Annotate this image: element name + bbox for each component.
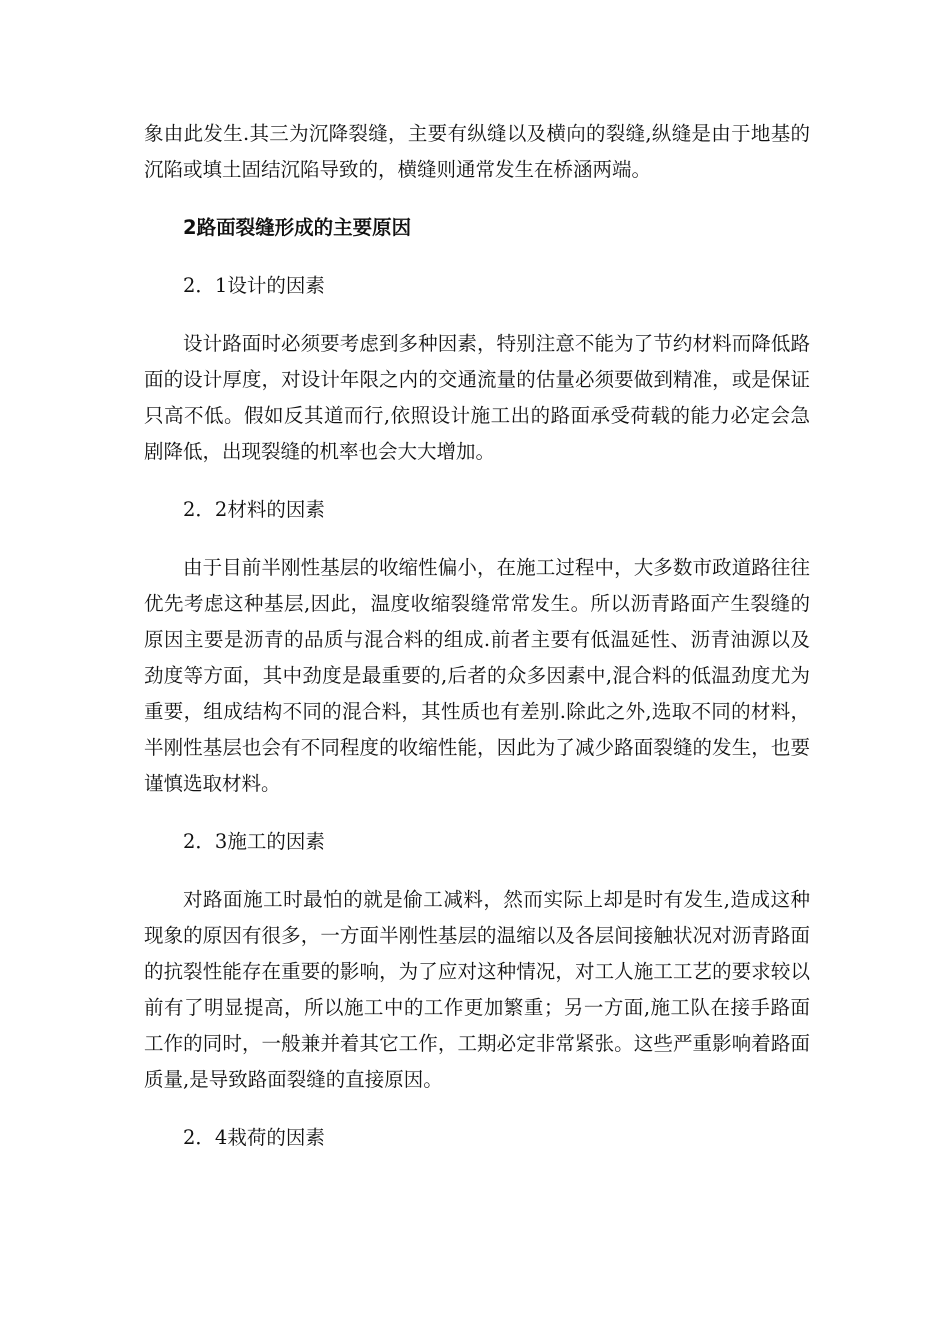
subsection-heading-2-1: 2．1设计的因素 xyxy=(183,274,325,297)
section-heading-2: 2路面裂缝形成的主要原因 xyxy=(183,216,412,239)
subsection-heading-2-4: 2．4栽荷的因素 xyxy=(183,1126,325,1149)
document-body xyxy=(144,116,810,1178)
paragraph-continued: 象由此发生.其三为沉降裂缝，主要有纵缝以及横向的裂缝,纵缝是由于地基的沉陷或填土固结沉陷导致的，横缝则通常发生在桥涵两端。 xyxy=(144,122,810,181)
subsection-heading-2-3: 2．3施工的因素 xyxy=(183,830,325,853)
paragraph-materials: 由于目前半刚性基层的收缩性偏小，在施工过程中，大多数市政道路往往优先考虑这种基层,因此，温度收缩裂缝常常发生。所以沥青路面产生裂缝的原因主要是沥青的品质与混合料的组成.前者主要有低温延性、沥青油源以及劲度等方面，其中劲度是最重要的,后者的众多因素中,混合料的低温劲度尤为重要，组成结构不同的混合料，其性质也有差别.除此之外,选取不同的材料，半刚性基层也会有不同程度的收缩性能，因此为了减少路面裂缝的发生，也要谨慎选取材料。 xyxy=(144,556,810,795)
paragraph-construction: 对路面施工时最怕的就是偷工减料，然而实际上却是时有发生,造成这种现象的原因有很多，一方面半刚性基层的温缩以及各层间接触状况对沥青路面的抗裂性能存在重要的影响，为了应对这种情况，对工人施工工艺的要求较以前有了明显提高，所以施工中的工作更加繁重；另一方面,施工队在接手路面工作的同时，一般兼并着其它工作，工期必定非常紧张。这些严重影响着路面质量,是导致路面裂缝的直接原因。 xyxy=(144,888,810,1091)
subsection-heading-2-2: 2．2材料的因素 xyxy=(183,498,325,521)
paragraph-design: 设计路面时必须要考虑到多种因素，特别注意不能为了节约材料而降低路面的设计厚度，对设计年限之内的交通流量的估量必须要做到精准，或是保证只高不低。假如反其道而行,依照设计施工出的路面承受荷载的能力必定会急剧降低，出现裂缝的机率也会大大增加。 xyxy=(144,332,810,463)
